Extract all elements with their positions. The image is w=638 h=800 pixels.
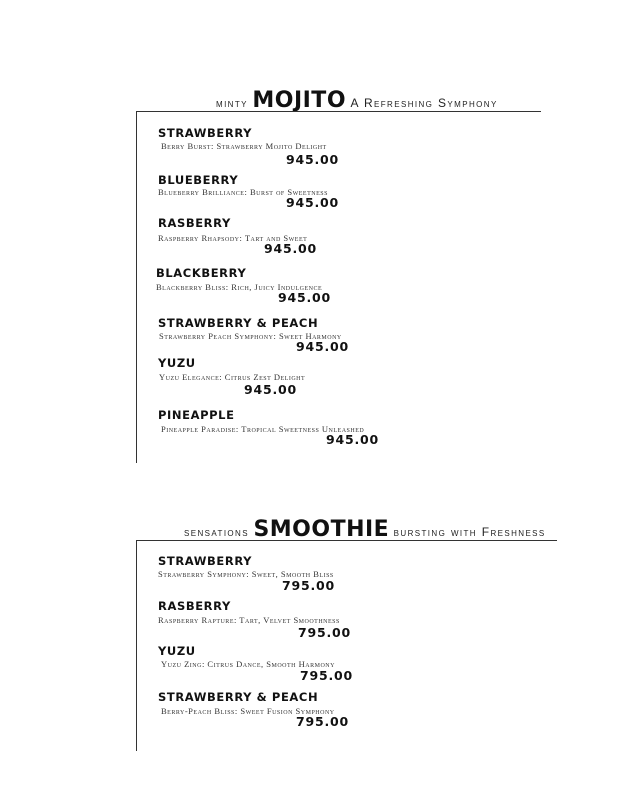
item-description: Blackberry Bliss: Rich, Juicy Indulgence — [156, 282, 323, 292]
item-name: BLUEBERRY — [158, 173, 239, 187]
item-name: YUZU — [158, 644, 196, 658]
item-description: Strawberry Symphony: Sweet, Smooth Bliss — [158, 569, 334, 579]
mojito-header — [216, 88, 498, 113]
item-name: RASBERRY — [158, 216, 231, 230]
smoothie-header-suffix: bursting with Freshness — [393, 525, 546, 539]
smoothie-header-title: SMOOTHIE — [253, 517, 390, 542]
item-name: STRAWBERRY & PEACH — [158, 316, 319, 330]
item-name: STRAWBERRY & PEACH — [158, 690, 319, 704]
item-name: RASBERRY — [158, 599, 231, 613]
item-price: 945.00 — [286, 152, 340, 167]
mojito-header-title: MOJITO — [252, 88, 347, 113]
item-description: Berry-Peach Bliss: Sweet Fusion Symphony — [161, 706, 335, 716]
item-price: 945.00 — [244, 382, 298, 397]
item-description: Raspberry Rhapsody: Tart and Sweet — [158, 233, 308, 243]
mojito-header-suffix: A Refreshing Symphony — [350, 96, 498, 110]
item-description: Pineapple Paradise: Tropical Sweetness Unleashed — [161, 424, 365, 434]
item-price: 795.00 — [296, 714, 350, 729]
item-description: Berry Burst: Strawberry Mojito Delight — [161, 141, 327, 151]
smoothie-header-prefix: sensations — [184, 525, 249, 539]
item-name: STRAWBERRY — [158, 126, 253, 140]
item-name: YUZU — [158, 356, 196, 370]
item-description: Raspberry Rapture: Tart, Velvet Smoothness — [158, 615, 340, 625]
item-price: 795.00 — [298, 625, 352, 640]
item-price: 945.00 — [286, 195, 340, 210]
smoothie-header — [184, 517, 546, 542]
item-price: 945.00 — [326, 432, 380, 447]
mojito-header-prefix: minty — [216, 96, 248, 110]
item-name: STRAWBERRY — [158, 554, 253, 568]
item-description: Strawberry Peach Symphony: Sweet Harmony — [159, 331, 342, 341]
item-price: 945.00 — [296, 339, 350, 354]
item-description: Yuzu Zing: Citrus Dance, Smooth Harmony — [161, 659, 335, 669]
item-price: 945.00 — [264, 241, 318, 256]
item-description: Blueberry Brilliance: Burst of Sweetness — [158, 187, 328, 197]
item-name: PINEAPPLE — [158, 408, 235, 422]
item-price: 795.00 — [300, 668, 354, 683]
item-description: Yuzu Elegance: Citrus Zest Delight — [159, 372, 306, 382]
item-price: 795.00 — [282, 578, 336, 593]
item-price: 945.00 — [278, 290, 332, 305]
item-name: BLACKBERRY — [156, 266, 247, 280]
